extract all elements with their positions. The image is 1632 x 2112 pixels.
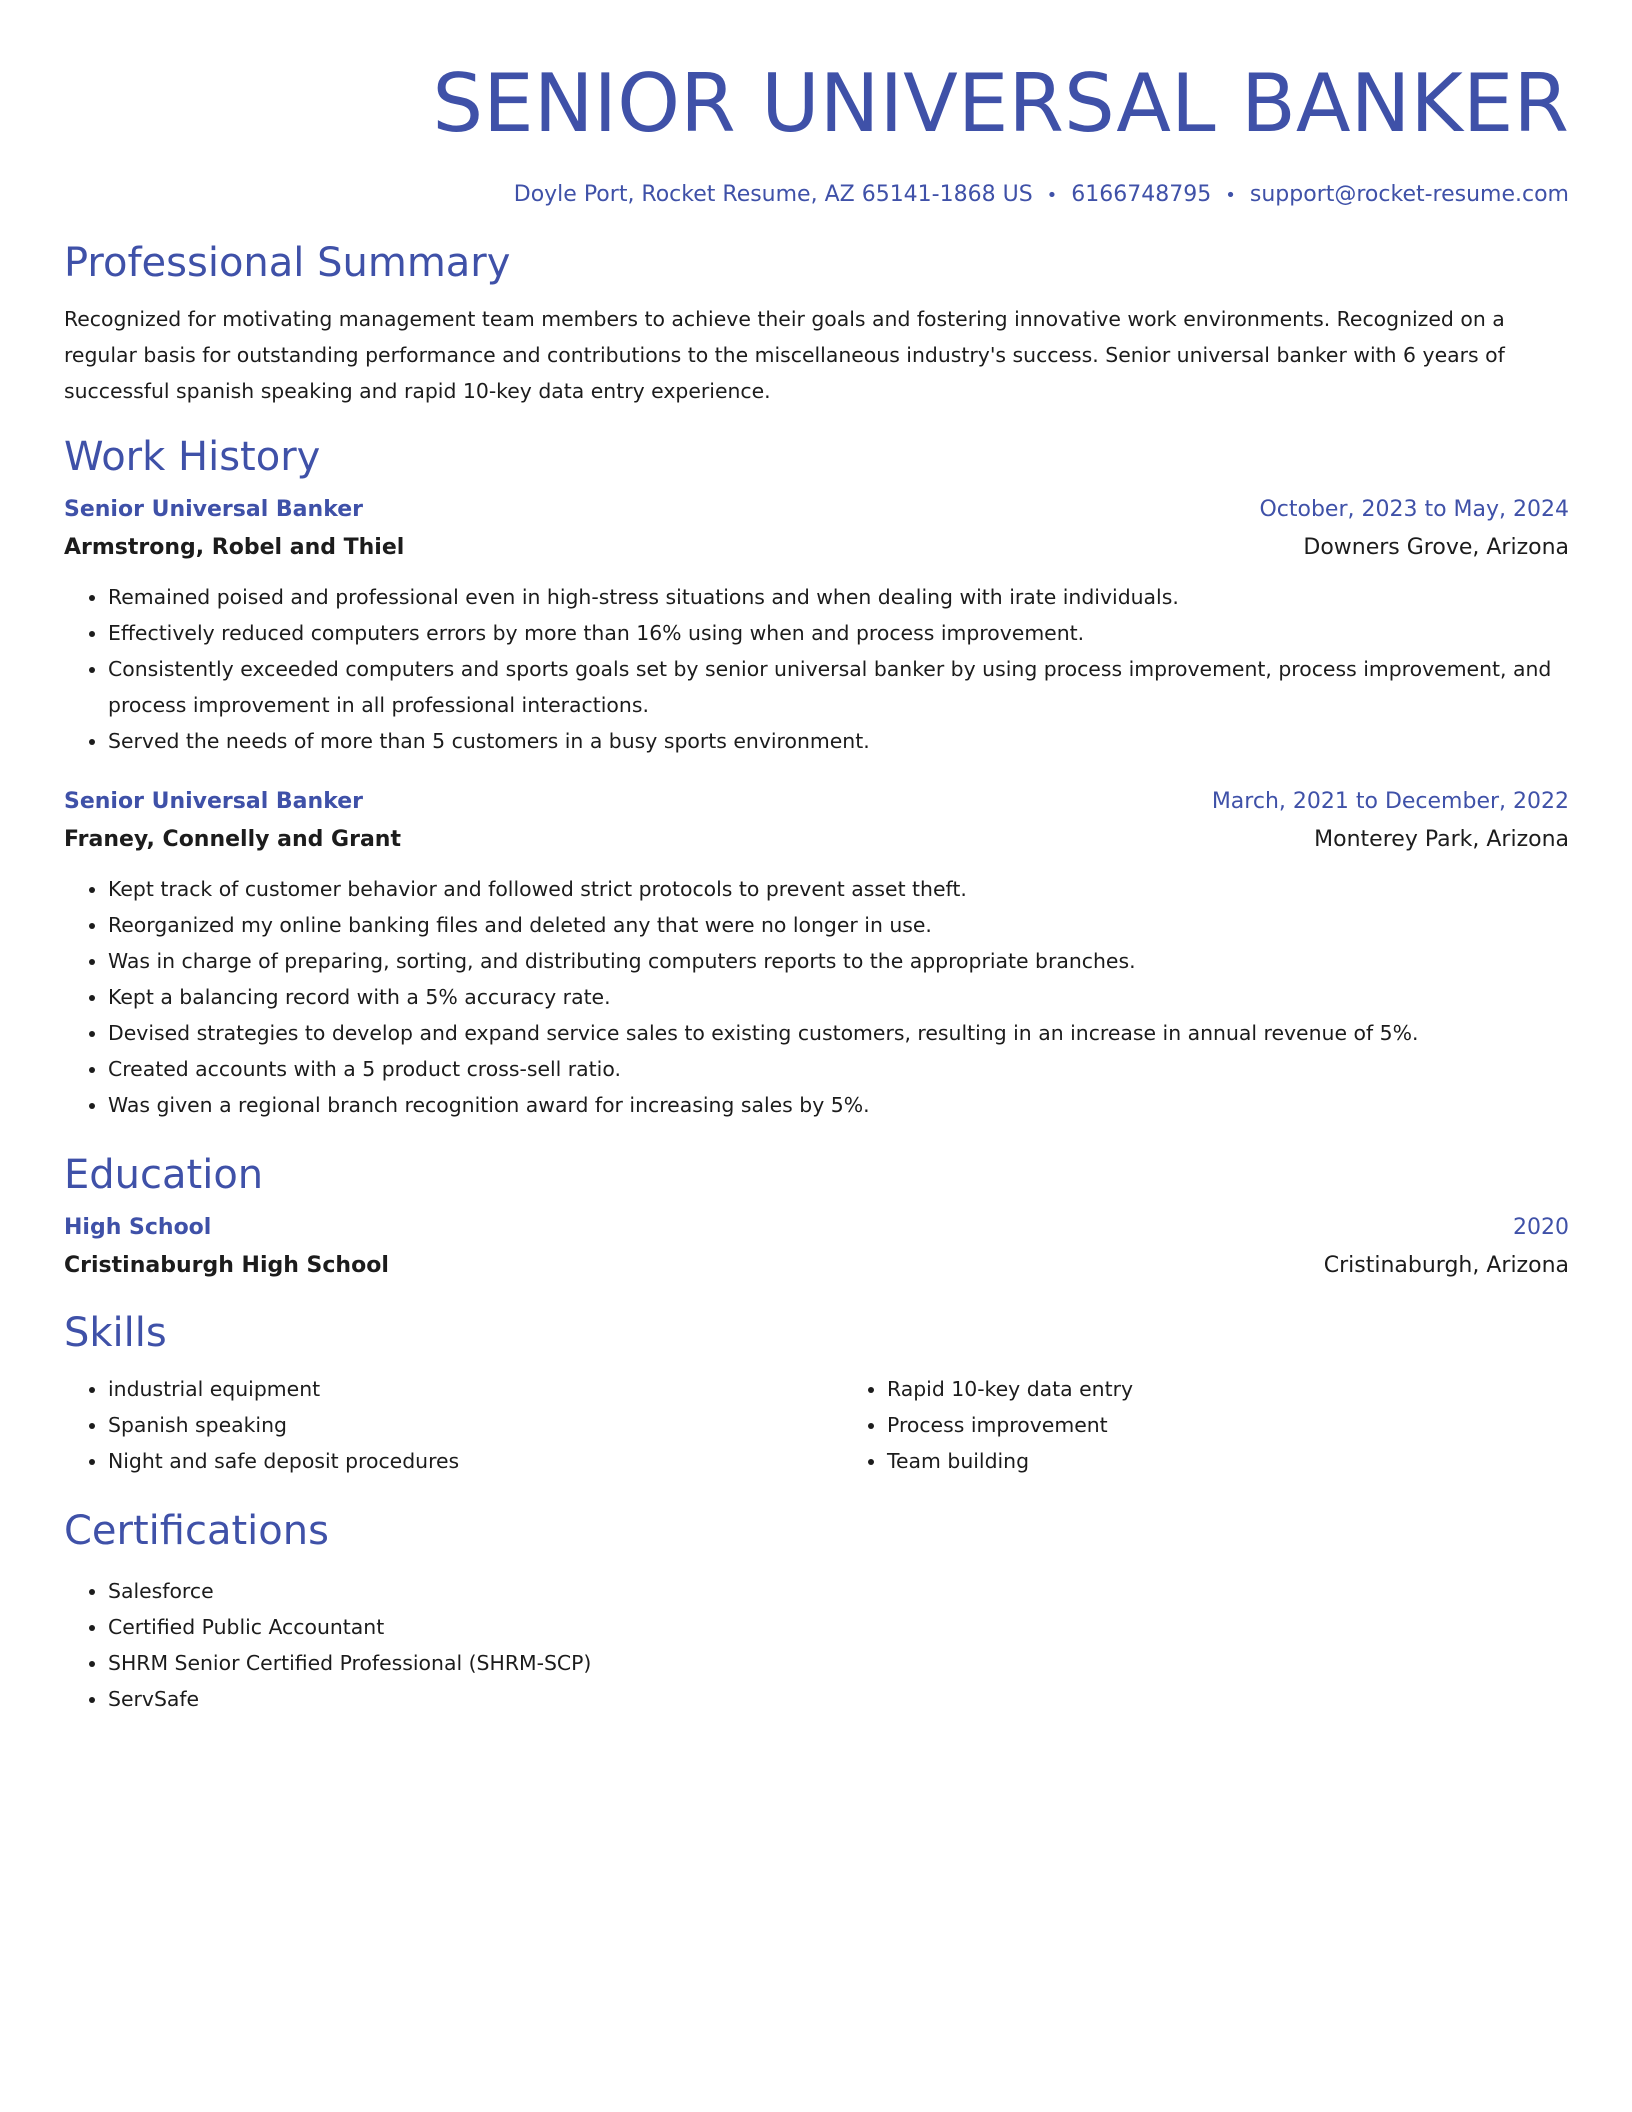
education-degree-row bbox=[64, 1213, 1569, 1243]
job-bullets bbox=[64, 579, 1569, 759]
job-bullet: • Kept track of customer behavior and followed strict protocols to prevent asset theft. bbox=[108, 871, 1569, 907]
job-bullet: • Kept a balancing record with a 5% accuracy rate. bbox=[108, 979, 1569, 1015]
skill-item: • Team building bbox=[887, 1443, 1133, 1479]
skills-column-2 bbox=[843, 1371, 1133, 1479]
section-title-education: Education bbox=[64, 1152, 264, 1198]
job-bullet: • Served the needs of more than 5 customers in a busy sports environment. bbox=[108, 723, 1569, 759]
contact-phone: 6166748795 bbox=[1071, 182, 1212, 207]
section-title-summary: Professional Summary bbox=[64, 240, 511, 286]
job-title-row bbox=[64, 495, 1569, 525]
job-location: Monterey Park, Arizona bbox=[1314, 827, 1569, 852]
job-entry bbox=[64, 787, 1569, 1123]
job-company: Franey, Connelly and Grant bbox=[64, 827, 401, 852]
contact-line bbox=[64, 180, 1569, 211]
job-location: Downers Grove, Arizona bbox=[1303, 535, 1569, 560]
job-title-row bbox=[64, 787, 1569, 817]
job-title: Senior Universal Banker bbox=[64, 789, 363, 814]
certification-item: • SHRM Senior Certified Professional (SHRM-SCP) bbox=[108, 1645, 1569, 1681]
job-company-row bbox=[64, 825, 1569, 855]
job-bullets bbox=[64, 871, 1569, 1123]
section-title-skills: Skills bbox=[64, 1310, 167, 1356]
education-degree: High School bbox=[64, 1215, 212, 1240]
job-company-row bbox=[64, 533, 1569, 563]
job-company: Armstrong, Robel and Thiel bbox=[64, 535, 405, 560]
contact-address: Doyle Port, Rocket Resume, AZ 65141-1868 US bbox=[513, 182, 1033, 207]
education-year: 2020 bbox=[1513, 1215, 1569, 1240]
job-bullet: • Was given a regional branch recognition award for increasing sales by 5%. bbox=[108, 1087, 1569, 1123]
section-title-work-history: Work History bbox=[64, 434, 321, 480]
job-bullet: • Consistently exceeded computers and sports goals set by senior universal banker by using process improvement, process improvement, and process improvement in all professional interactions. bbox=[108, 651, 1569, 723]
job-bullet: • Reorganized my online banking files and deleted any that were no longer in use. bbox=[108, 907, 1569, 943]
job-dates: March, 2021 to December, 2022 bbox=[1211, 789, 1569, 814]
job-dates: October, 2023 to May, 2024 bbox=[1259, 497, 1569, 522]
skills-grid bbox=[64, 1371, 1569, 1479]
job-bullet: • Devised strategies to develop and expand service sales to existing customers, resulting in an increase in annual revenue of 5%. bbox=[108, 1015, 1569, 1051]
education-location: Cristinaburgh, Arizona bbox=[1323, 1253, 1569, 1278]
certification-item: • ServSafe bbox=[108, 1681, 1569, 1717]
skills-column-1 bbox=[64, 1371, 843, 1479]
job-title: Senior Universal Banker bbox=[64, 497, 363, 522]
summary-text: Recognized for motivating management team members to achieve their goals and fostering innovative work environments. Recognized on a regular basis for outstanding performance and contributions to the miscellaneous industry's success. Senior universal banker with 6 years of successful spanish speaking and rapid 10-key data entry experience. bbox=[64, 307, 1505, 403]
education-entry bbox=[64, 1213, 1569, 1281]
skill-item: • Rapid 10-key data entry bbox=[887, 1371, 1133, 1407]
certifications-list bbox=[64, 1573, 1569, 1717]
contact-separator: • bbox=[1225, 185, 1236, 206]
skill-item: • industrial equipment bbox=[108, 1371, 843, 1407]
skill-item: • Spanish speaking bbox=[108, 1407, 843, 1443]
education-school-row bbox=[64, 1251, 1569, 1281]
job-bullet: • Effectively reduced computers errors by more than 16% using when and process improvement. bbox=[108, 615, 1569, 651]
education-school: Cristinaburgh High School bbox=[64, 1253, 389, 1278]
certification-item: • Salesforce bbox=[108, 1573, 1569, 1609]
certification-item: • Certified Public Accountant bbox=[108, 1609, 1569, 1645]
contact-separator: • bbox=[1046, 185, 1058, 206]
job-bullet: • Remained poised and professional even in high-stress situations and when dealing with irate individuals. bbox=[108, 579, 1569, 615]
job-bullet: • Created accounts with a 5 product cross-sell ratio. bbox=[108, 1051, 1569, 1087]
job-bullet: • Was in charge of preparing, sorting, and distributing computers reports to the appropriate branches. bbox=[108, 943, 1569, 979]
job-entry bbox=[64, 495, 1569, 759]
contact-email: support@rocket-resume.com bbox=[1249, 182, 1569, 207]
section-title-certifications: Certifications bbox=[64, 1508, 329, 1554]
skill-item: • Process improvement bbox=[887, 1407, 1133, 1443]
candidate-name: SENIOR UNIVERSAL BANKER bbox=[432, 57, 1569, 150]
skill-item: • Night and safe deposit procedures bbox=[108, 1443, 843, 1479]
resume-header bbox=[64, 52, 1569, 211]
